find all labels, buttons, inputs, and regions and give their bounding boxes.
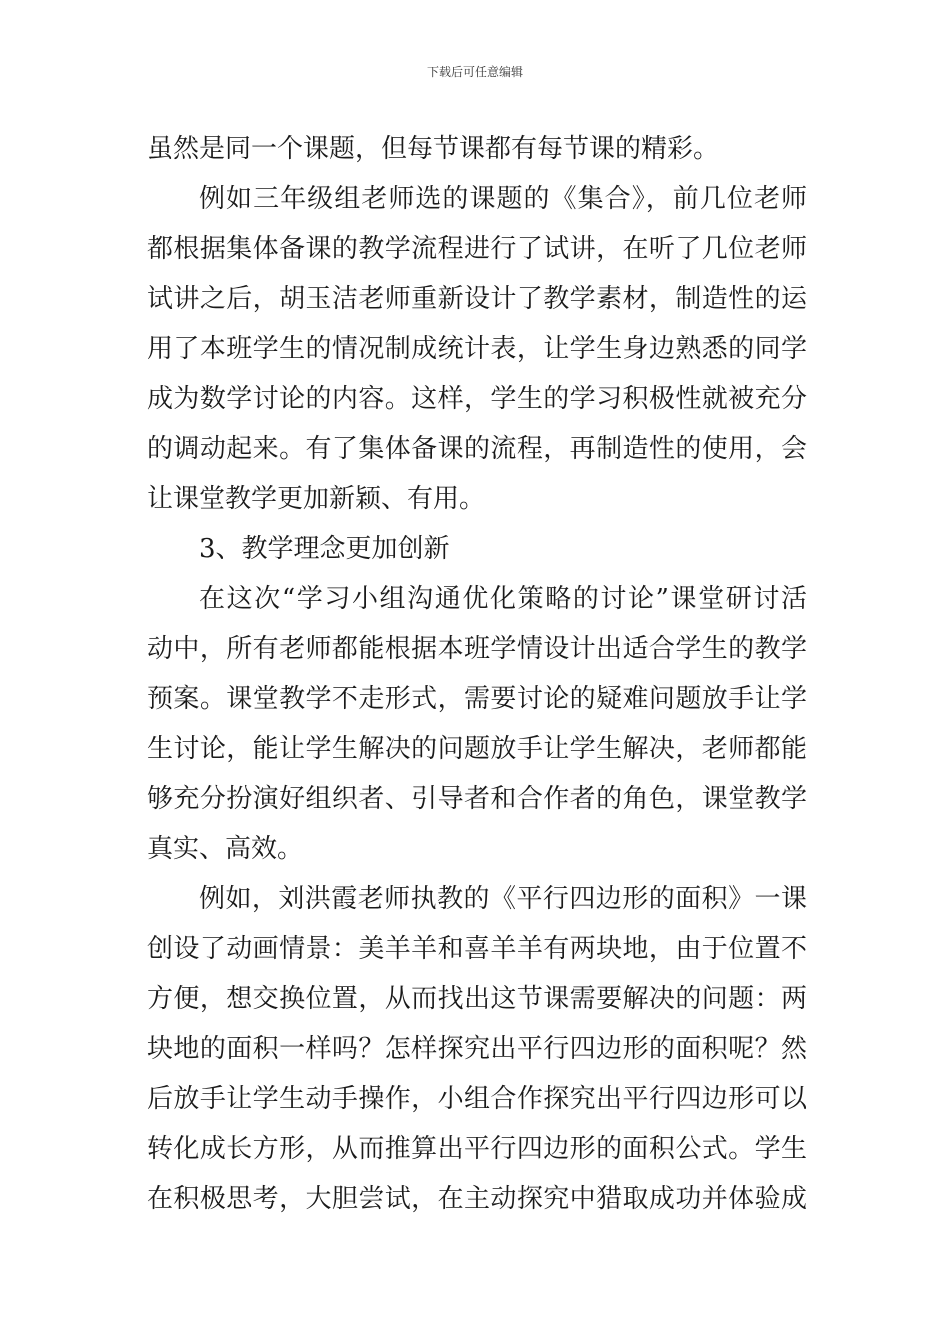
text-line: 真实、高效。 bbox=[147, 834, 304, 864]
text-line: 动中，所有老师都能根据本班学情设计出适合学生的教学 bbox=[147, 634, 807, 664]
text-line: 在积极思考，大胆尝试，在主动探究中猎取成功并体验成 bbox=[147, 1184, 807, 1214]
section-heading: 3、教学理念更加创新 bbox=[199, 534, 450, 564]
text-line: 生讨论，能让学生解决的问题放手让学生解决，老师都能 bbox=[147, 734, 807, 764]
text-line: 虽然是同一个课题，但每节课都有每节课的精彩。 bbox=[147, 134, 720, 164]
text-line: 的调动起来。有了集体备课的流程，再制造性的使用，会 bbox=[147, 434, 807, 464]
text-line: 够充分扮演好组织者、引导者和合作者的角色，课堂教学 bbox=[147, 784, 807, 814]
text-line: 用了本班学生的情况制成统计表，让学生身边熟悉的同学 bbox=[147, 334, 807, 364]
text-line: 试讲之后，胡玉洁老师重新设计了教学素材，制造性的运 bbox=[147, 284, 807, 314]
text-line: 创设了动画情景：美羊羊和喜羊羊有两块地，由于位置不 bbox=[147, 934, 807, 964]
text-line: 都根据集体备课的教学流程进行了试讲，在听了几位老师 bbox=[147, 234, 807, 264]
page-header: 下载后可任意编辑 bbox=[426, 65, 523, 79]
paragraph-first-line: 在这次“学习小组沟通优化策略的讨论”课堂研讨活 bbox=[199, 584, 807, 614]
paragraph-first-line: 例如，刘洪霞老师执教的《平行四边形的面积》一课 bbox=[199, 884, 807, 914]
text-line: 转化成长方形，从而推算出平行四边形的面积公式。学生 bbox=[147, 1134, 807, 1164]
text-line: 预案。课堂教学不走形式，需要讨论的疑难问题放手让学 bbox=[147, 684, 807, 714]
text-line: 后放手让学生动手操作，小组合作探究出平行四边形可以 bbox=[147, 1084, 807, 1114]
text-line: 块地的面积一样吗？怎样探究出平行四边形的面积呢？然 bbox=[147, 1034, 807, 1064]
text-line: 成为数学讨论的内容。这样，学生的学习积极性就被充分 bbox=[147, 384, 807, 414]
text-line: 方便，想交换位置，从而找出这节课需要解决的问题：两 bbox=[147, 984, 807, 1014]
text-line: 让课堂教学更加新颖、有用。 bbox=[147, 484, 486, 514]
paragraph-first-line: 例如三年级组老师选的课题的《集合》，前几位老师 bbox=[199, 184, 807, 214]
